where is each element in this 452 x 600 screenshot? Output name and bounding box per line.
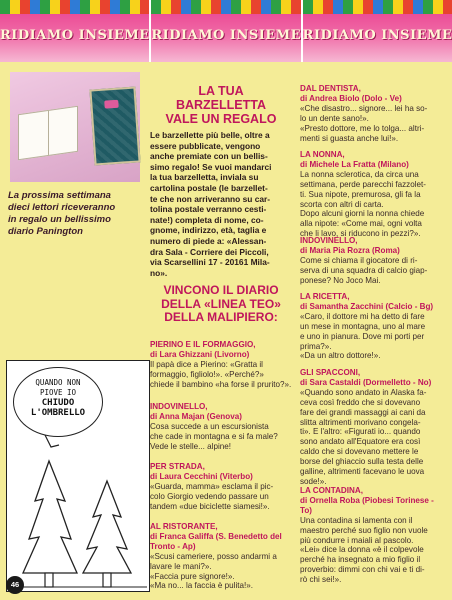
open-diary-image: [18, 106, 78, 160]
banner-title: RIDIAMO INSIEME: [151, 28, 302, 43]
winners-line: VINCONO IL DIARIO: [163, 283, 279, 297]
joke-line: «Ma no... la faccia è pulita!».: [150, 581, 254, 591]
body-line: no».: [150, 267, 168, 278]
joke-line: «Faccia pure signore!».: [150, 571, 235, 581]
joke-author: di Lara Ghizzani (Livorno): [150, 349, 250, 359]
joke-item: [300, 368, 446, 487]
caption-line: diario Panington: [8, 226, 83, 237]
banner-segment: [303, 0, 452, 62]
joke-line: formaggio, figliolo!». «Perché?»: [150, 369, 264, 379]
banner-segment: [151, 0, 302, 62]
joke-author: di Ornella Roba (Piobesi Torinese - To): [300, 495, 434, 515]
joke-author: di Anna Majan (Genova): [150, 411, 242, 421]
joke-title: LA CONTADINA,: [300, 486, 363, 495]
speech-line: QUANDO NON: [35, 378, 81, 387]
joke-author: di Samantha Zacchini (Calcio - Bg): [300, 301, 434, 311]
joke-line: menti si guasta anche lui!».: [300, 133, 399, 143]
body-line: simo regalo! Se vuoi mandarci: [150, 161, 272, 172]
joke-line: che cade in montagna e si fa male?: [150, 431, 278, 441]
joke-title: PER STRADA,: [150, 462, 205, 471]
joke-line: Vede le stelle... alpine!: [150, 441, 231, 451]
joke-line: La nonna sclerotica, da circa una: [300, 169, 419, 179]
joke-item: [150, 462, 292, 512]
joke-line: slitta altrimenti morivano congela-: [300, 417, 421, 427]
body-line: gnome, indirizzo, età, taglia e: [150, 225, 267, 236]
joke-author: di Michele La Fratta (Milano): [300, 159, 409, 169]
joke-line: maestro perché suo figlio non vuole: [300, 525, 428, 535]
joke-line: caldo che si dovevano mettere le: [300, 447, 419, 457]
joke-title: GLI SPACCONI,: [300, 368, 361, 377]
joke-line: chiede il bambino «ha forse il prurito?».: [150, 379, 292, 389]
joke-line: ti. Sua nipote, premurosa, gli fa la: [300, 189, 421, 199]
joke-author: di Sara Castaldi (Dormelletto - No): [300, 377, 432, 387]
caption-line: La prossima settimana: [8, 190, 111, 201]
caption-line: dieci lettori riceveranno: [8, 202, 116, 213]
joke-item: [300, 486, 446, 585]
joke-line: e uno in pianura. Dove mi porti per: [300, 331, 425, 341]
diary-photo: [10, 72, 140, 182]
caption-line: in regalo un bellissimo: [8, 214, 111, 225]
body-line: Le barzellette più belle, oltre a: [150, 130, 270, 140]
banner-title: RIDIAMO INSIEME: [302, 28, 452, 43]
joke-line: più condurre i maiali al pascolo.: [300, 535, 414, 545]
title-line: BARZELLETTA: [175, 98, 267, 112]
joke-line: un mese in montagna, uno al mare: [300, 321, 426, 331]
joke-line: «Lei» dice la donna «è il colpevole: [300, 545, 424, 555]
joke-author: di Franca Galiffa (S. Benedetto del Tronto - Ap): [150, 531, 282, 551]
body-line: cartolina postale (le barzellet-: [150, 182, 268, 193]
joke-line: serva di una squadra di calcio giap-: [300, 265, 428, 275]
joke-line: sode!».: [300, 476, 327, 486]
joke-line: ti». E l'altro: «Figurati io... quando: [300, 427, 421, 437]
header-banner: [0, 0, 452, 62]
joke-line: fare dei grandi massaggi ai cani da: [300, 407, 426, 417]
joke-title: PIERINO E IL FORMAGGIO,: [150, 340, 256, 349]
body-line: via Scarsellini 17 - 20161 Mila-: [150, 257, 270, 268]
joke-line: «Quando sono andato in Alaska fa-: [300, 387, 427, 397]
joke-line: Dopo alcuni giorni la nonna chiede: [300, 209, 425, 219]
body-line: tolina postale verranno cesti-: [150, 204, 267, 215]
joke-line: Una contadina si lamenta con il: [300, 515, 413, 525]
joke-line: ceva così freddo che si dovevano: [300, 397, 421, 407]
joke-line: scorta con altri di carta.: [300, 199, 384, 209]
joke-title: INDOVINELLO,: [150, 402, 208, 411]
title-line: VALE UN REGALO: [165, 112, 277, 126]
joke-line: rò chi sei!».: [300, 575, 342, 585]
body-line: nate!) completa di nome, co-: [150, 214, 264, 225]
body-line: te che non arriveranno su car-: [150, 193, 271, 204]
joke-item: [150, 340, 292, 390]
joke-line: lavare le mani?».: [150, 561, 212, 571]
joke-author: di Andrea Biolo (Dolo - Ve): [300, 93, 402, 103]
joke-item: [150, 522, 292, 591]
joke-author: di Maria Pia Rozra (Roma): [300, 245, 400, 255]
body-line: la tua barzelletta, inviala su: [150, 172, 259, 183]
joke-line: «Che disastro... signore... lei ha so-: [300, 103, 428, 113]
tree-drawing: [7, 361, 149, 591]
closed-diary-image: [89, 86, 140, 165]
joke-title: LA RICETTA,: [300, 292, 350, 301]
joke-line: tandem «due biciclette siamesi!».: [150, 501, 270, 511]
joke-line: «Da un altro dottore!».: [300, 351, 381, 361]
joke-line: «Guarda, mamma» esclama il pic-: [150, 481, 274, 491]
body-line: dra Sala - Corriere dei Piccoli,: [150, 246, 269, 257]
joke-line: prima?».: [300, 341, 332, 351]
title-line: LA TUA: [198, 84, 244, 98]
speech-line: L'OMBRELLO: [30, 408, 86, 418]
joke-line: che li lavo, si riducono in pezzi?».: [300, 229, 421, 239]
joke-item: [300, 236, 446, 286]
contest-title: [150, 84, 292, 126]
left-tree-icon: [23, 461, 77, 587]
page-number: 46: [6, 576, 24, 594]
joke-line: galline, altrimenti facevano le uova: [300, 467, 425, 477]
joke-line: sono andato all'Equatore era così: [300, 437, 421, 447]
joke-line: «Caro, il dottore mi ha detto di fare: [300, 311, 425, 321]
joke-author: di Laura Cecchini (Viterbo): [150, 471, 253, 481]
joke-line: lo un dente sano!».: [300, 113, 369, 123]
photo-caption: [8, 190, 148, 238]
joke-line: colo Giorgio vedendo passare un: [150, 491, 269, 501]
joke-title: LA NONNA,: [300, 150, 345, 159]
joke-item: [300, 84, 446, 143]
joke-line: «Presto dottore, me lo tolga... altri-: [300, 123, 425, 133]
winners-heading: [150, 284, 292, 325]
body-line: anche premiate con un bellis-: [150, 151, 268, 162]
right-tree-icon: [83, 481, 131, 587]
joke-title: AL RISTORANTE,: [150, 522, 218, 531]
joke-line: perché ha insegnato a mio figlio il: [300, 555, 421, 565]
joke-line: alla nipote: «Come mai, ogni volta: [300, 219, 422, 229]
joke-item: [150, 402, 292, 452]
speech-line: CHIUDO: [41, 398, 75, 408]
contest-body: [150, 130, 292, 278]
joke-line: proverbio: dimmi con chi vai e ti di-: [300, 565, 425, 575]
joke-line: ponese? No Joco Mai.: [300, 275, 381, 285]
joke-title: INDOVINELLO,: [300, 236, 358, 245]
banner-segment: [0, 0, 151, 62]
joke-line: «Scusi cameriere, posso andarmi a: [150, 551, 277, 561]
joke-title: DAL DENTISTA,: [300, 84, 361, 93]
joke-line: borse del ghiaccio sulla testa delle: [300, 457, 424, 467]
banner-title: RIDIAMO INSIEME: [0, 28, 150, 43]
body-line: numero di piede a: «Alessan-: [150, 235, 267, 246]
joke-line: Il papà dice a Pierino: «Gratta il: [150, 359, 263, 369]
joke-item: [300, 292, 446, 361]
winners-line: DELLA «LINEA TEO»: [161, 296, 281, 311]
cartoon-panel: [6, 360, 150, 592]
speech-line: PIOVE IO: [39, 388, 77, 397]
body-line: essere pubblicate, vengono: [150, 140, 261, 151]
joke-item: [300, 150, 446, 239]
joke-line: Cosa succede a un escursionista: [150, 421, 269, 431]
joke-line: settimana, perde parecchi fazzolet-: [300, 179, 426, 189]
winners-line: DELLA MALIPIERO:: [164, 310, 278, 324]
joke-line: Come si chiama il giocatore di ri-: [300, 255, 418, 265]
